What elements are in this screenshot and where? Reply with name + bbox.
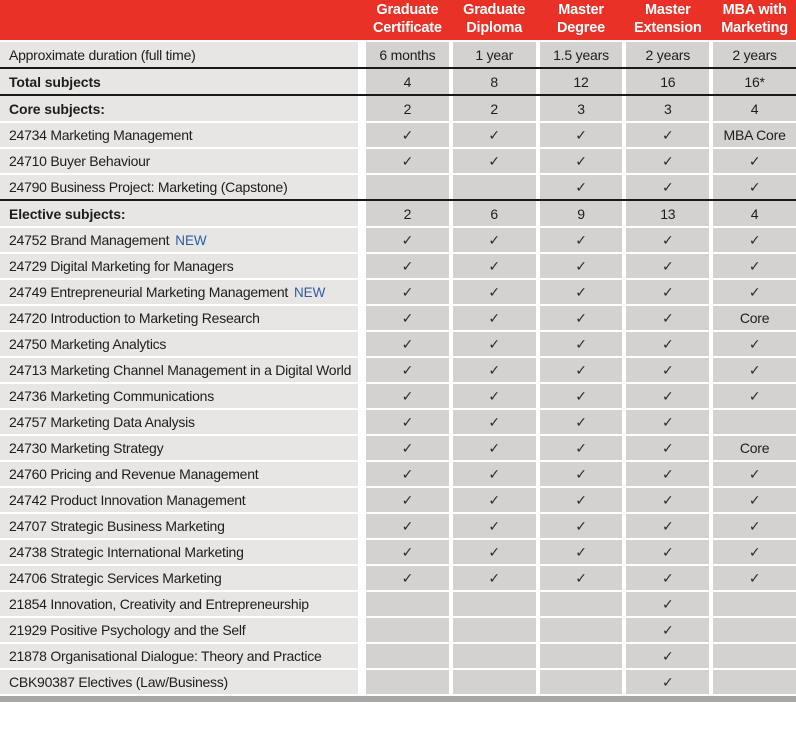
check-mark-cell: ✓ xyxy=(366,358,449,382)
check-mark-cell: ✓ xyxy=(540,306,623,330)
table-cell: 12 xyxy=(540,69,623,94)
check-mark-cell: ✓ xyxy=(540,228,623,252)
check-mark-cell: ✓ xyxy=(366,410,449,434)
row-label-text: CBK90387 Electives (Law/Business) xyxy=(9,674,228,690)
table-cell: 6 xyxy=(453,201,536,226)
table-row xyxy=(0,254,796,280)
row-label-text: 21929 Positive Psychology and the Self xyxy=(9,622,246,638)
table-cell: 9 xyxy=(540,201,623,226)
check-mark-cell: ✓ xyxy=(713,254,796,278)
table-row xyxy=(0,175,796,201)
check-mark-cell: ✓ xyxy=(453,332,536,356)
row-label-text: 24757 Marketing Data Analysis xyxy=(9,414,195,430)
check-mark-cell: ✓ xyxy=(713,384,796,408)
table-cell xyxy=(713,618,796,642)
check-mark-cell: ✓ xyxy=(453,358,536,382)
row-label xyxy=(0,462,358,486)
check-mark-cell: ✓ xyxy=(626,488,709,512)
table-cell: 1 year xyxy=(453,42,536,67)
table-cell: 2 xyxy=(366,96,449,121)
check-mark-cell: ✓ xyxy=(626,358,709,382)
table-cell xyxy=(366,592,449,616)
row-label-text: 24790 Business Project: Marketing (Capstone) xyxy=(9,179,288,195)
table-cell xyxy=(540,592,623,616)
check-mark-cell: ✓ xyxy=(626,670,709,694)
row-label xyxy=(0,96,358,121)
check-mark-cell: ✓ xyxy=(366,280,449,304)
row-label-text: 24736 Marketing Communications xyxy=(9,388,214,404)
table-cell: 3 xyxy=(626,96,709,121)
check-mark-cell: ✓ xyxy=(453,436,536,460)
row-label-text: 24749 Entrepreneurial Marketing Management xyxy=(9,284,289,300)
check-mark-cell: ✓ xyxy=(626,410,709,434)
table-cell: 13 xyxy=(626,201,709,226)
row-label xyxy=(0,410,358,434)
row-label xyxy=(0,618,358,642)
check-mark-cell: ✓ xyxy=(626,384,709,408)
check-mark-cell: ✓ xyxy=(453,488,536,512)
check-mark-cell: ✓ xyxy=(540,514,623,538)
row-label-text: 24710 Buyer Behaviour xyxy=(9,153,151,169)
table-cell xyxy=(713,410,796,434)
table-row xyxy=(0,358,796,384)
row-label-text: Elective subjects: xyxy=(9,205,126,222)
check-mark-cell: ✓ xyxy=(540,384,623,408)
check-mark-cell: ✓ xyxy=(713,280,796,304)
table-cell xyxy=(453,175,536,199)
row-label-text: 24729 Digital Marketing for Managers xyxy=(9,258,234,274)
table-cell: 6 months xyxy=(366,42,449,67)
check-mark-cell: ✓ xyxy=(540,436,623,460)
row-label-text: 24707 Strategic Business Marketing xyxy=(9,518,225,534)
row-label xyxy=(0,514,358,538)
table-cell: 4 xyxy=(366,69,449,94)
check-mark-cell: ✓ xyxy=(540,175,623,199)
row-label xyxy=(0,175,358,199)
check-mark-cell: ✓ xyxy=(713,358,796,382)
table-row xyxy=(0,332,796,358)
check-mark-cell: ✓ xyxy=(540,254,623,278)
check-mark-cell: ✓ xyxy=(453,384,536,408)
check-mark-cell: ✓ xyxy=(713,540,796,564)
table-cell: 2 xyxy=(366,201,449,226)
table-cell: 8 xyxy=(453,69,536,94)
table-cell xyxy=(540,644,623,668)
table-cell: 2 years xyxy=(626,42,709,67)
row-label-text: 24720 Introduction to Marketing Research xyxy=(9,310,260,326)
check-mark-cell: ✓ xyxy=(366,566,449,590)
table-cell: 1.5 years xyxy=(540,42,623,67)
row-label xyxy=(0,123,358,147)
check-mark-cell: ✓ xyxy=(453,123,536,147)
row-label xyxy=(0,566,358,590)
table-row xyxy=(0,280,796,306)
check-mark-cell: ✓ xyxy=(540,540,623,564)
check-mark-cell: ✓ xyxy=(626,514,709,538)
check-mark-cell: ✓ xyxy=(540,358,623,382)
table-cell: 2 years xyxy=(713,42,796,67)
check-mark-cell: ✓ xyxy=(366,254,449,278)
row-label xyxy=(0,149,358,173)
table-row xyxy=(0,201,796,228)
table-cell xyxy=(366,618,449,642)
check-mark-cell: ✓ xyxy=(366,540,449,564)
table-cell: Core xyxy=(713,436,796,460)
row-label-text: 24706 Strategic Services Marketing xyxy=(9,570,222,586)
row-label xyxy=(0,670,358,694)
check-mark-cell: ✓ xyxy=(713,175,796,199)
column-header-graduate-diploma: Graduate Diploma xyxy=(463,2,526,36)
row-label xyxy=(0,306,358,330)
check-mark-cell: ✓ xyxy=(626,592,709,616)
row-label-text: 24738 Strategic International Marketing xyxy=(9,544,244,560)
table-row xyxy=(0,69,796,96)
table-cell: 4 xyxy=(713,201,796,226)
row-label xyxy=(0,69,358,94)
check-mark-cell: ✓ xyxy=(540,488,623,512)
table-row xyxy=(0,228,796,254)
check-mark-cell: ✓ xyxy=(453,540,536,564)
check-mark-cell: ✓ xyxy=(713,462,796,486)
table-body xyxy=(0,42,796,696)
row-label xyxy=(0,384,358,408)
table-row xyxy=(0,410,796,436)
table-cell: Core xyxy=(713,306,796,330)
row-label-text: 24742 Product Innovation Management xyxy=(9,492,246,508)
row-label-text: 24760 Pricing and Revenue Management xyxy=(9,466,259,482)
table-row xyxy=(0,384,796,410)
table-row xyxy=(0,306,796,332)
table-row xyxy=(0,123,796,149)
check-mark-cell: ✓ xyxy=(540,332,623,356)
row-label xyxy=(0,332,358,356)
check-mark-cell: ✓ xyxy=(366,514,449,538)
table-row xyxy=(0,488,796,514)
row-label-text: Approximate duration (full time) xyxy=(9,46,196,63)
table-cell xyxy=(713,592,796,616)
check-mark-cell: ✓ xyxy=(453,228,536,252)
row-label-text: 21878 Organisational Dialogue: Theory and Practice xyxy=(9,648,322,664)
row-label xyxy=(0,228,358,252)
check-mark-cell: ✓ xyxy=(453,306,536,330)
check-mark-cell: ✓ xyxy=(713,228,796,252)
row-label-text: Core subjects: xyxy=(9,100,105,117)
check-mark-cell: ✓ xyxy=(626,566,709,590)
row-label-text: 24752 Brand Management xyxy=(9,232,170,248)
table-row xyxy=(0,592,796,618)
table-cell xyxy=(713,670,796,694)
table-cell: 4 xyxy=(713,96,796,121)
new-badge: NEW xyxy=(294,284,326,300)
table-row xyxy=(0,462,796,488)
check-mark-cell: ✓ xyxy=(540,462,623,486)
table-cell xyxy=(453,670,536,694)
row-label xyxy=(0,42,358,67)
table-row xyxy=(0,42,796,69)
check-mark-cell: ✓ xyxy=(626,254,709,278)
check-mark-cell: ✓ xyxy=(626,149,709,173)
check-mark-cell: ✓ xyxy=(540,410,623,434)
new-badge: NEW xyxy=(175,232,207,248)
check-mark-cell: ✓ xyxy=(626,436,709,460)
table-row xyxy=(0,514,796,540)
column-header-mba-with-marketing: MBA with Marketing xyxy=(721,2,788,36)
check-mark-cell: ✓ xyxy=(626,175,709,199)
table-row xyxy=(0,540,796,566)
check-mark-cell: ✓ xyxy=(626,332,709,356)
check-mark-cell: ✓ xyxy=(713,149,796,173)
row-label xyxy=(0,280,358,304)
row-label xyxy=(0,644,358,668)
table-cell: 16* xyxy=(713,69,796,94)
check-mark-cell: ✓ xyxy=(626,618,709,642)
table-row xyxy=(0,618,796,644)
row-label xyxy=(0,254,358,278)
check-mark-cell: ✓ xyxy=(453,514,536,538)
check-mark-cell: ✓ xyxy=(366,488,449,512)
check-mark-cell: ✓ xyxy=(366,384,449,408)
check-mark-cell: ✓ xyxy=(453,410,536,434)
row-label-text: 24734 Marketing Management xyxy=(9,127,193,143)
row-label xyxy=(0,488,358,512)
row-label xyxy=(0,592,358,616)
table-cell xyxy=(540,618,623,642)
table-cell xyxy=(540,670,623,694)
table-header xyxy=(0,0,796,42)
check-mark-cell: ✓ xyxy=(453,254,536,278)
check-mark-cell: ✓ xyxy=(626,306,709,330)
check-mark-cell: ✓ xyxy=(540,566,623,590)
table-row xyxy=(0,670,796,696)
check-mark-cell: ✓ xyxy=(713,514,796,538)
check-mark-cell: ✓ xyxy=(626,228,709,252)
table-cell xyxy=(366,644,449,668)
check-mark-cell: ✓ xyxy=(626,123,709,147)
check-mark-cell: ✓ xyxy=(713,332,796,356)
column-header-graduate-certificate: Graduate Certificate xyxy=(373,2,442,36)
table-cell xyxy=(366,670,449,694)
check-mark-cell: ✓ xyxy=(453,149,536,173)
check-mark-cell: ✓ xyxy=(366,228,449,252)
check-mark-cell: ✓ xyxy=(453,566,536,590)
row-label-text: 24730 Marketing Strategy xyxy=(9,440,164,456)
table-cell: MBA Core xyxy=(713,123,796,147)
table-cell xyxy=(713,644,796,668)
row-label-text: 24713 Marketing Channel Management in a Digital World xyxy=(9,362,352,378)
row-label-text: Total subjects xyxy=(9,73,101,90)
check-mark-cell: ✓ xyxy=(626,462,709,486)
check-mark-cell: ✓ xyxy=(626,540,709,564)
row-label xyxy=(0,358,358,382)
table-cell xyxy=(453,644,536,668)
row-label xyxy=(0,436,358,460)
check-mark-cell: ✓ xyxy=(540,123,623,147)
check-mark-cell: ✓ xyxy=(366,306,449,330)
table-row xyxy=(0,644,796,670)
table-cell xyxy=(453,618,536,642)
column-header-master-extension: Master Extension xyxy=(634,2,702,36)
check-mark-cell: ✓ xyxy=(366,462,449,486)
bottom-border-bar xyxy=(0,696,796,702)
row-label xyxy=(0,540,358,564)
check-mark-cell: ✓ xyxy=(366,149,449,173)
check-mark-cell: ✓ xyxy=(540,149,623,173)
table-cell: 2 xyxy=(453,96,536,121)
check-mark-cell: ✓ xyxy=(713,488,796,512)
check-mark-cell: ✓ xyxy=(366,332,449,356)
check-mark-cell: ✓ xyxy=(626,280,709,304)
table-row xyxy=(0,436,796,462)
check-mark-cell: ✓ xyxy=(626,644,709,668)
check-mark-cell: ✓ xyxy=(453,462,536,486)
table-row xyxy=(0,566,796,592)
column-header-master-degree: Master Degree xyxy=(557,2,605,36)
check-mark-cell: ✓ xyxy=(453,280,536,304)
check-mark-cell: ✓ xyxy=(366,436,449,460)
table-cell xyxy=(366,175,449,199)
table-cell: 3 xyxy=(540,96,623,121)
table-cell xyxy=(453,592,536,616)
check-mark-cell: ✓ xyxy=(540,280,623,304)
row-label-text: 24750 Marketing Analytics xyxy=(9,336,167,352)
table-row xyxy=(0,149,796,175)
row-label-text: 21854 Innovation, Creativity and Entrepreneurship xyxy=(9,596,309,612)
check-mark-cell: ✓ xyxy=(366,123,449,147)
table-row xyxy=(0,96,796,123)
row-label xyxy=(0,201,358,226)
table-cell: 16 xyxy=(626,69,709,94)
check-mark-cell: ✓ xyxy=(713,566,796,590)
